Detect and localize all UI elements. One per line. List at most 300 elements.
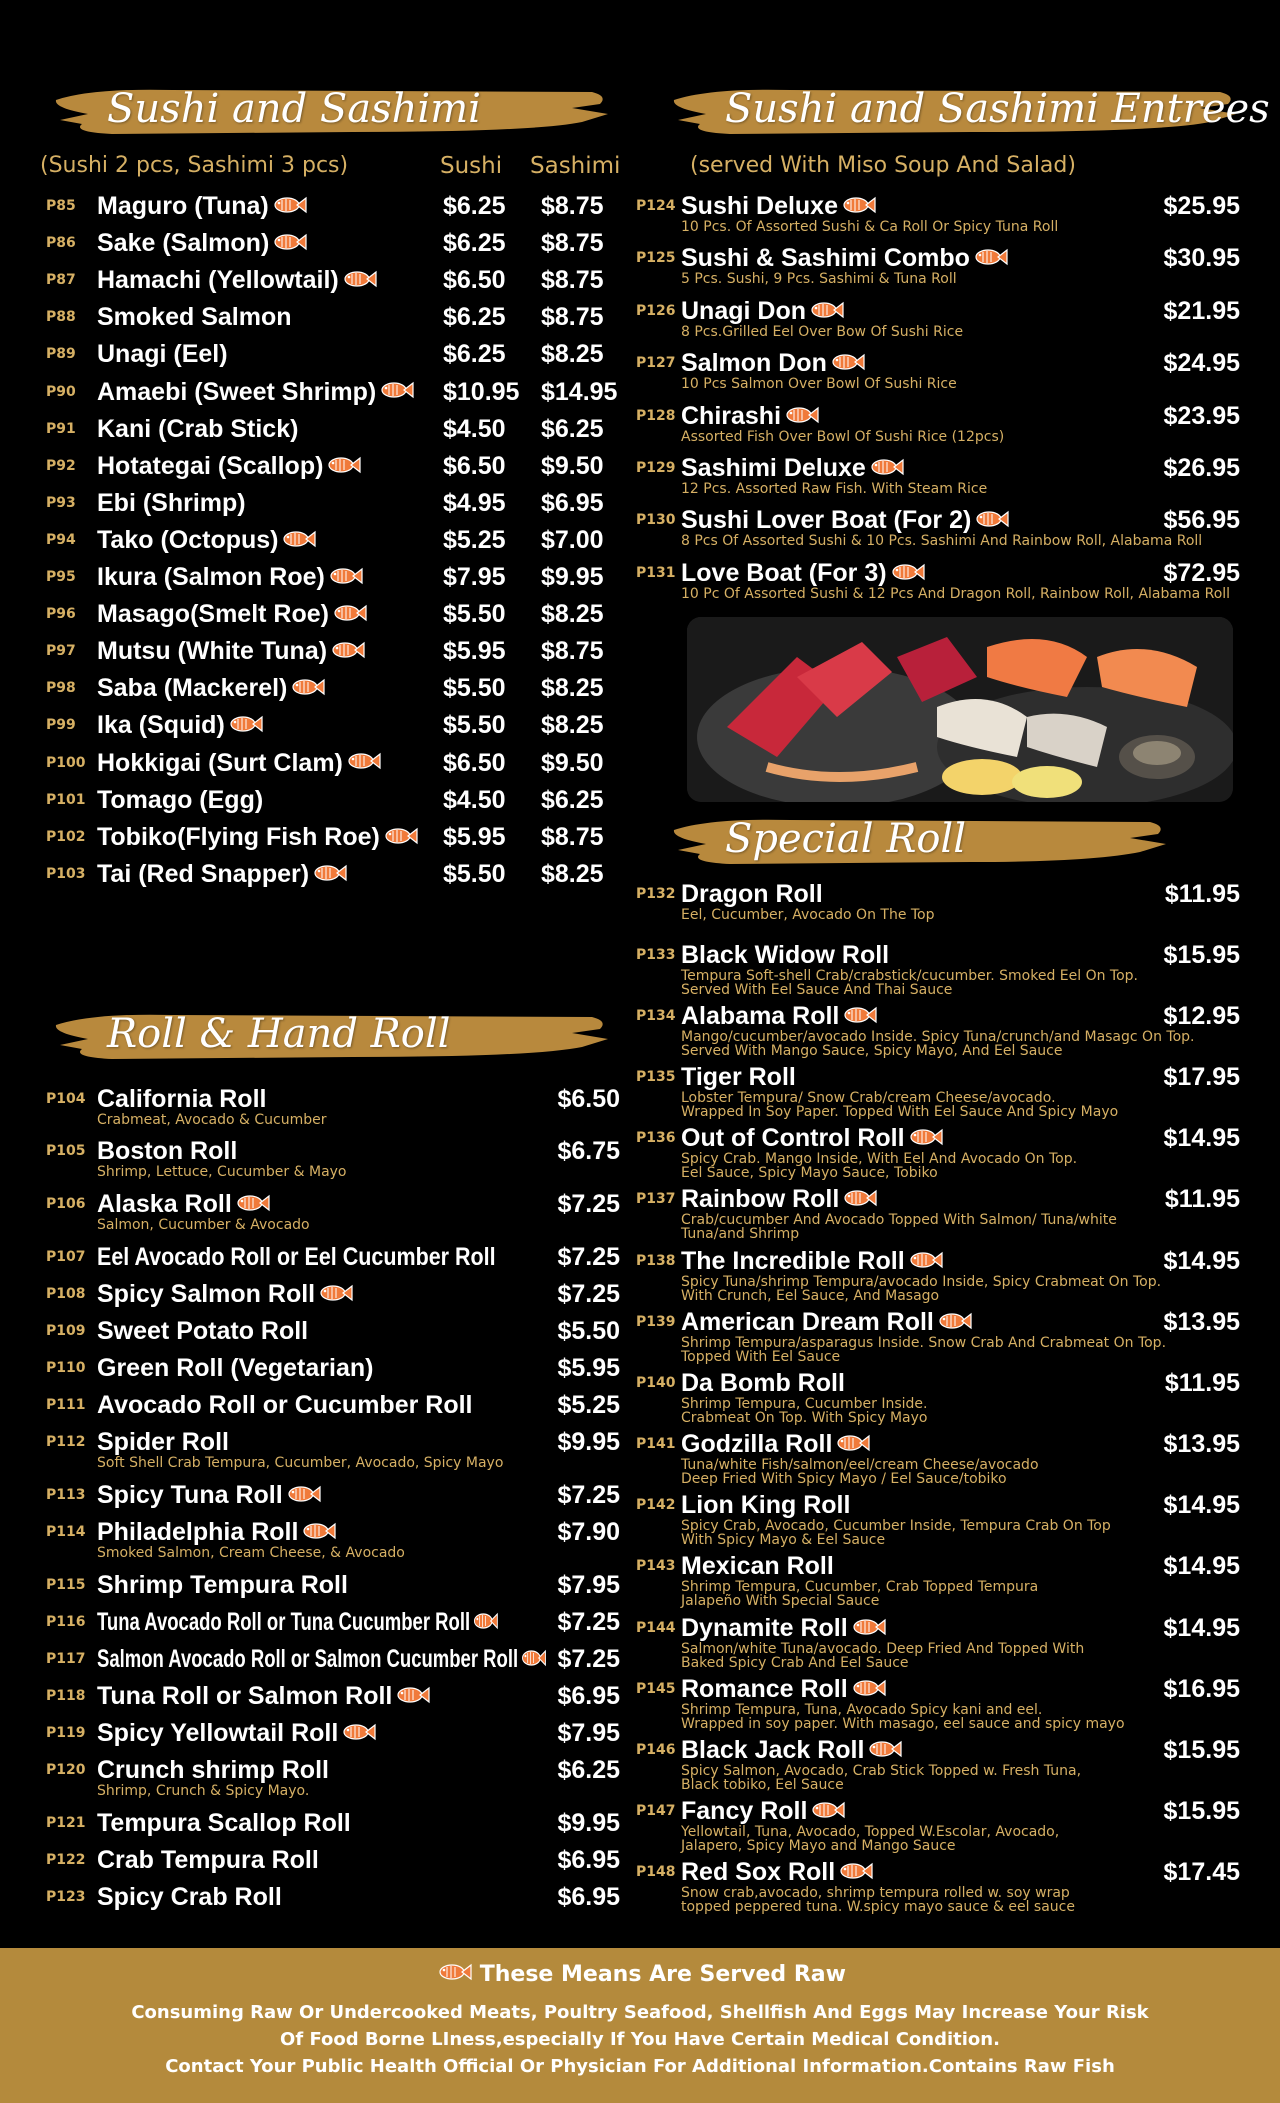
item-name (97, 1317, 308, 1346)
item-code: P100 (46, 754, 86, 771)
item-code: P96 (46, 606, 76, 623)
item-description-2: Jalapero, Spicy Mayo and Mango Sauce (681, 1838, 956, 1854)
item-name-text: Tobiko(Flying Fish Roe) (97, 822, 380, 851)
item-code: P91 (46, 420, 76, 437)
fish-icon (831, 350, 865, 379)
item-name-text: Salmon Don (681, 349, 827, 377)
sashimi-price: $8.25 (541, 340, 604, 369)
item-description-2: topped peppered tuna. W.spicy mayo sauce & eel sauce (681, 1899, 1075, 1915)
sashimi-platter-photo (687, 617, 1233, 802)
item-name (97, 563, 363, 593)
item-name (97, 600, 367, 630)
menu-item (40, 1756, 620, 1799)
item-description: Lobster Tempura/ Snow Crab/cream Cheese/avocado. (681, 1090, 1056, 1106)
fish-icon (396, 1683, 430, 1712)
item-code: P139 (636, 1314, 676, 1330)
item-description-2: Wrapped In Soy Paper. Topped With Eel Sauce And Spicy Mayo (681, 1104, 1119, 1120)
sashimi-price: $6.25 (541, 785, 604, 814)
item-name-text: Sashimi Deluxe (681, 454, 866, 482)
item-code: P85 (46, 198, 76, 214)
item-name (97, 192, 307, 222)
item-name (681, 559, 925, 589)
item-code: P128 (636, 408, 676, 424)
fish-icon (843, 1003, 877, 1032)
item-name (681, 1797, 845, 1827)
item-name-text: Tiger Roll (681, 1063, 796, 1091)
item-price: $16.95 (1163, 1675, 1240, 1703)
sushi-column-header: Sushi (440, 153, 503, 179)
menu-item (40, 489, 620, 525)
item-description: Salmon, Cucumber & Avocado (97, 1217, 310, 1233)
sushi-price: $6.50 (443, 451, 506, 480)
menu-item (630, 880, 1240, 923)
item-name-text: Unagi Don (681, 297, 806, 325)
menu-item (630, 192, 1240, 235)
item-name (97, 1243, 496, 1272)
item-code: P97 (46, 643, 76, 660)
fish-icon (291, 675, 325, 704)
item-code: P147 (636, 1803, 676, 1819)
fish-icon (842, 193, 876, 222)
item-price: $14.95 (1163, 1124, 1240, 1152)
menu-item (630, 1797, 1240, 1854)
item-code: P141 (636, 1436, 676, 1452)
item-name-text: Spider Roll (97, 1428, 229, 1456)
item-name-text: Green Roll (Vegetarian) (97, 1354, 374, 1382)
sashimi-price: $6.95 (541, 488, 604, 517)
item-code: P136 (636, 1130, 676, 1146)
sushi-price: $7.95 (443, 563, 506, 591)
item-description: Snow crab,avocado, shrimp tempura rolled w. soy wrap (681, 1885, 1070, 1901)
item-name (97, 1682, 430, 1712)
item-code: P127 (636, 355, 676, 371)
item-code: P99 (46, 717, 76, 734)
sashimi-price: $9.50 (541, 451, 604, 480)
item-name-text: Salmon Avocado Roll or Salmon Cucumber Roll (97, 1645, 519, 1673)
menu-item (630, 1430, 1240, 1487)
item-code: P123 (46, 1889, 86, 1905)
sashimi-price: $8.75 (541, 266, 604, 295)
menu-item (40, 563, 620, 599)
item-code: P120 (46, 1762, 86, 1778)
item-name-text: Crunch shrimp Roll (97, 1756, 329, 1784)
sashimi-price: $8.25 (541, 674, 604, 703)
item-name-text: Red Sox Roll (681, 1858, 836, 1886)
item-description: 5 Pcs. Sushi, 9 Pcs. Sashimi & Tuna Roll (681, 271, 957, 287)
sashimi-price: $8.75 (541, 637, 604, 666)
menu-item (630, 1002, 1240, 1059)
item-price: $11.95 (1164, 1185, 1240, 1213)
fish-icon (287, 1482, 321, 1511)
fish-icon (785, 403, 819, 432)
menu-item (40, 1354, 620, 1390)
menu-item (630, 941, 1240, 998)
fish-icon (273, 230, 307, 259)
item-price: $25.95 (1163, 192, 1240, 220)
fish-icon (975, 507, 1009, 536)
item-price: $6.95 (557, 1883, 620, 1911)
sashimi-price: $8.75 (541, 303, 604, 332)
item-code: P135 (636, 1069, 676, 1085)
fish-icon (811, 1798, 845, 1827)
item-description-2: Jalapeño With Special Sauce (681, 1593, 880, 1609)
item-price: $5.50 (557, 1317, 620, 1345)
item-price: $72.95 (1163, 559, 1240, 587)
fish-icon (282, 527, 316, 556)
sashimi-price: $8.25 (541, 711, 604, 740)
item-description-2: With Spicy Mayo & Eel Sauce (681, 1532, 886, 1548)
item-code: P143 (636, 1558, 676, 1574)
item-code: P125 (636, 250, 676, 266)
sashimi-price: $8.25 (541, 859, 604, 888)
sushi-sashimi-header (52, 82, 612, 140)
item-name (97, 1518, 336, 1548)
warning-line-3: Contact Your Public Health Official Or Physician For Additional Information.Contains Raw Fish (165, 2056, 1115, 2077)
menu-item (40, 266, 620, 302)
fish-icon (852, 1615, 886, 1644)
item-code: P145 (636, 1681, 676, 1697)
item-description: Spicy Tuna/shrimp Tempura/avocado Inside, Spicy Crabmeat On Top. (681, 1274, 1162, 1290)
item-name (681, 349, 865, 379)
menu-item (630, 1736, 1240, 1793)
menu-item (630, 297, 1240, 340)
item-description-2: With Crunch, Eel Sauce, And Masago (681, 1288, 940, 1304)
item-name-text: Rainbow Roll (681, 1185, 840, 1213)
menu-item (630, 1552, 1240, 1609)
menu-item (630, 1185, 1240, 1242)
item-code: P132 (636, 886, 676, 902)
fish-icon (384, 824, 418, 853)
item-price: $9.95 (557, 1428, 620, 1456)
item-price: $5.95 (557, 1354, 620, 1382)
item-code: P137 (636, 1191, 676, 1207)
item-name (681, 1002, 877, 1032)
fish-icon (891, 560, 925, 589)
item-code: P121 (46, 1815, 86, 1831)
item-description-2: Tuna/and Shrimp (681, 1226, 800, 1242)
menu-item (40, 1608, 620, 1644)
item-price: $11.95 (1164, 880, 1240, 908)
raw-legend-text: These Means Are Served Raw (479, 1962, 846, 1987)
menu-item (630, 1858, 1240, 1915)
item-price: $6.95 (557, 1682, 620, 1710)
sashimi-price: $9.95 (541, 563, 604, 591)
item-code: P86 (46, 235, 76, 252)
item-name-text: Smoked Salmon (97, 303, 292, 332)
item-name (681, 297, 844, 327)
item-name-text: American Dream Roll (681, 1308, 934, 1336)
fish-icon (909, 1125, 943, 1154)
item-name-text: Sweet Potato Roll (97, 1317, 309, 1345)
menu-item (630, 454, 1240, 497)
section-title: Roll & Hand Roll (107, 1011, 451, 1057)
sashimi-price: $14.95 (541, 377, 618, 406)
item-name-text: Romance Roll (681, 1675, 848, 1703)
item-name (97, 1137, 237, 1166)
footer-warning (0, 1948, 1280, 2103)
fish-icon (870, 455, 904, 484)
menu-item (40, 823, 620, 859)
item-price: $11.95 (1164, 1369, 1240, 1397)
item-name-text: Tuna Roll or Salmon Roll (97, 1682, 393, 1710)
menu-item (40, 1137, 620, 1180)
item-description: Eel, Cucumber, Avocado On The Top (681, 907, 935, 923)
item-name (97, 229, 307, 259)
item-name-text: Mexican Roll (681, 1552, 834, 1580)
sushi-price: $5.50 (443, 674, 506, 703)
item-description: Shrimp, Lettuce, Cucumber & Mayo (97, 1164, 347, 1180)
item-name (681, 1185, 877, 1215)
item-name-text: Sushi Deluxe (681, 192, 838, 220)
fish-icon (839, 1859, 873, 1888)
fish-icon (521, 1646, 546, 1675)
item-price: $13.95 (1163, 1430, 1240, 1458)
item-name-text: Boston Roll (97, 1137, 238, 1165)
menu-item (40, 1317, 620, 1353)
item-price: $7.25 (557, 1645, 620, 1673)
fish-icon (974, 245, 1008, 274)
fish-icon (229, 712, 263, 741)
menu-item (40, 340, 620, 376)
menu-item (40, 1481, 620, 1517)
item-code: P129 (636, 460, 676, 476)
item-description: Mango/cucumber/avocado Inside. Spicy Tuna/crunch/and Masagc On Top. (681, 1029, 1195, 1045)
item-code: P94 (46, 531, 76, 548)
fish-icon (380, 378, 414, 407)
item-name (97, 452, 361, 482)
item-description: 10 Pc Of Assorted Sushi & 12 Pcs And Dragon Roll, Rainbow Roll, Alabama Roll (681, 586, 1231, 602)
menu-item (40, 1518, 620, 1561)
item-name (97, 489, 246, 518)
item-name-text: Shrimp Tempura Roll (97, 1571, 348, 1599)
fish-icon (319, 1281, 353, 1310)
item-name-text: Spicy Yellowtail Roll (97, 1719, 339, 1747)
item-name-text: The Incredible Roll (681, 1247, 905, 1275)
item-code: P117 (46, 1651, 86, 1667)
item-price: $7.95 (557, 1571, 620, 1599)
item-code: P105 (46, 1143, 86, 1159)
item-name (97, 340, 228, 369)
menu-item (630, 506, 1240, 549)
item-price: $14.95 (1163, 1614, 1240, 1642)
item-name (97, 1719, 376, 1749)
item-name (681, 1675, 886, 1705)
item-name-text: Alaska Roll (97, 1190, 232, 1218)
item-description: Spicy Crab. Mango Inside, With Eel And Avocado On Top. (681, 1151, 1078, 1167)
sushi-price: $5.25 (443, 525, 506, 554)
fish-icon (236, 1191, 270, 1220)
item-code: P88 (46, 309, 76, 326)
special-roll-header (670, 812, 1170, 870)
menu-item (40, 192, 620, 228)
item-description: Crab/cucumber And Avocado Topped With Salmon/ Tuna/white (681, 1212, 1117, 1228)
item-price: $7.25 (557, 1190, 620, 1218)
menu-item (630, 244, 1240, 287)
item-code: P90 (46, 383, 76, 400)
menu-item (40, 1428, 620, 1471)
menu-item (40, 1391, 620, 1427)
item-price: $6.50 (557, 1085, 620, 1113)
item-name (681, 1552, 834, 1581)
fish-icon (438, 1962, 472, 1988)
item-name-text: Tomago (Egg) (97, 785, 264, 814)
item-code: P101 (46, 791, 86, 808)
item-price: $5.25 (557, 1391, 620, 1419)
item-name-text: Sushi Lover Boat (For 2) (681, 506, 972, 534)
item-name (681, 1124, 943, 1154)
item-name-text: Spicy Crab Roll (97, 1883, 282, 1911)
item-name (97, 674, 325, 704)
item-description-2: Baked Spicy Crab And Eel Sauce (681, 1655, 909, 1671)
menu-item (40, 378, 620, 414)
item-name-text: Fancy Roll (681, 1797, 808, 1825)
item-description-2: Crabmeat On Top. With Spicy Mayo (681, 1410, 928, 1426)
item-price: $9.95 (557, 1809, 620, 1837)
menu-item (630, 1247, 1240, 1304)
raw-legend (0, 1962, 1280, 1988)
sushi-price: $6.25 (443, 340, 506, 369)
item-price: $17.95 (1163, 1063, 1240, 1091)
sushi-price: $5.50 (443, 600, 506, 629)
item-name-text: California Roll (97, 1085, 267, 1113)
item-price: $15.95 (1163, 1797, 1240, 1825)
fish-icon (843, 1186, 877, 1215)
item-name (681, 941, 889, 970)
item-name (97, 637, 365, 667)
item-code: P115 (46, 1577, 86, 1593)
item-code: P93 (46, 494, 76, 511)
item-description: Yellowtail, Tuna, Avocado, Topped W.Escolar, Avocado, (681, 1824, 1060, 1840)
item-code: P107 (46, 1249, 86, 1265)
item-price: $56.95 (1163, 506, 1240, 534)
menu-item (40, 1719, 620, 1755)
item-name (97, 749, 381, 779)
item-name-text: Da Bomb Roll (681, 1369, 845, 1397)
item-name (681, 1858, 873, 1888)
item-price: $17.45 (1163, 1858, 1240, 1886)
menu-item (40, 1571, 620, 1607)
item-code: P122 (46, 1852, 86, 1868)
item-code: P110 (46, 1360, 86, 1376)
item-name-text: Black Widow Roll (681, 941, 890, 969)
menu-item (40, 600, 620, 636)
warning-line-1: Consuming Raw Or Undercooked Meats, Poultry Seafood, Shellfish And Eggs May Increase Your Risk (131, 2002, 1149, 2023)
item-code: P109 (46, 1323, 86, 1339)
item-code: P144 (636, 1620, 676, 1636)
item-code: P126 (636, 303, 676, 319)
sashimi-price: $7.00 (541, 525, 604, 554)
menu-item (40, 1883, 620, 1919)
item-name-text: Tempura Scallop Roll (97, 1809, 351, 1837)
sushi-price: $5.95 (443, 637, 506, 666)
item-name-text: Saba (Mackerel) (97, 674, 288, 703)
item-name-text: Crab Tempura Roll (97, 1846, 319, 1874)
item-name-text: Alabama Roll (681, 1002, 840, 1030)
item-price: $7.90 (557, 1518, 620, 1546)
item-name (97, 786, 263, 815)
item-description: 10 Pcs. Of Assorted Sushi & Ca Roll Or Spicy Tuna Roll (681, 219, 1059, 235)
item-description: Soft Shell Crab Tempura, Cucumber, Avocado, Spicy Mayo (97, 1455, 504, 1471)
item-description-2: Eel Sauce, Spicy Mayo Sauce, Tobiko (681, 1165, 938, 1181)
item-name-text: Mutsu (White Tuna) (97, 637, 328, 666)
item-code: P113 (46, 1487, 86, 1503)
item-name (681, 880, 823, 909)
menu-item (630, 1063, 1240, 1120)
item-price: $12.95 (1163, 1002, 1240, 1030)
fish-icon (852, 1676, 886, 1705)
item-name (97, 1428, 229, 1457)
item-name-text: Black Jack Roll (681, 1736, 865, 1764)
menu-item (630, 402, 1240, 445)
item-name (97, 266, 377, 296)
item-price: $7.25 (557, 1608, 620, 1636)
fish-icon (473, 1609, 498, 1638)
item-price: $14.95 (1163, 1552, 1240, 1580)
sushi-price: $4.50 (443, 414, 506, 443)
item-name (681, 1308, 972, 1338)
item-name-text: Love Boat (For 3) (681, 559, 887, 587)
sashimi-price: $8.25 (541, 600, 604, 629)
item-name-text: Avocado Roll or Cucumber Roll (97, 1391, 473, 1419)
item-code: P118 (46, 1688, 86, 1704)
item-description-2: Topped With Eel Sauce (681, 1349, 841, 1365)
item-code: P108 (46, 1286, 86, 1302)
menu-item (630, 1614, 1240, 1671)
item-description: Assorted Fish Over Bowl Of Sushi Rice (12pcs) (681, 429, 1005, 445)
entrees-subtitle: (served With Miso Soup And Salad) (690, 153, 1076, 178)
item-code: P103 (46, 865, 86, 882)
item-price: $24.95 (1163, 349, 1240, 377)
menu-item (40, 1682, 620, 1718)
item-description: Shrimp, Crunch & Spicy Mayo. (97, 1783, 310, 1799)
menu-item (40, 415, 620, 451)
menu-item (40, 303, 620, 339)
item-code: P131 (636, 565, 676, 581)
item-name-text: Tako (Octopus) (97, 525, 279, 554)
item-code: P133 (636, 947, 676, 963)
fish-icon (342, 1720, 376, 1749)
item-price: $7.25 (557, 1481, 620, 1509)
item-name (681, 506, 1009, 536)
item-name (681, 454, 904, 484)
sushi-price: $4.50 (443, 785, 506, 814)
item-code: P106 (46, 1196, 86, 1212)
item-description-2: Served With Eel Sauce And Thai Sauce (681, 982, 953, 998)
item-price: $7.25 (557, 1280, 620, 1308)
menu-item (40, 1190, 620, 1233)
sushi-price: $6.50 (443, 748, 506, 777)
fish-icon (333, 601, 367, 630)
item-code: P104 (46, 1091, 86, 1107)
item-name (97, 1280, 353, 1310)
sashimi-price: $9.50 (541, 748, 604, 777)
item-name (97, 1481, 321, 1511)
menu-item (630, 559, 1240, 602)
menu-item (630, 1369, 1240, 1426)
item-code: P130 (636, 512, 676, 528)
item-description-2: Served With Mango Sauce, Spicy Mayo, And Eel Sauce (681, 1043, 1063, 1059)
item-name-text: Spicy Tuna Roll (97, 1481, 283, 1509)
item-name-text: Hamachi (Yellowtail) (97, 266, 339, 295)
fish-icon (329, 564, 363, 593)
sushi-price: $5.95 (443, 822, 506, 851)
item-price: $23.95 (1163, 402, 1240, 430)
item-name-text: Hokkigai (Surt Clam) (97, 748, 343, 777)
menu-item (630, 1124, 1240, 1181)
warning-line-2: Of Food Borne LIness,especially If You Have Certain Medical Condition. (280, 2029, 1000, 2050)
item-price: $26.95 (1163, 454, 1240, 482)
fish-icon (909, 1248, 943, 1277)
